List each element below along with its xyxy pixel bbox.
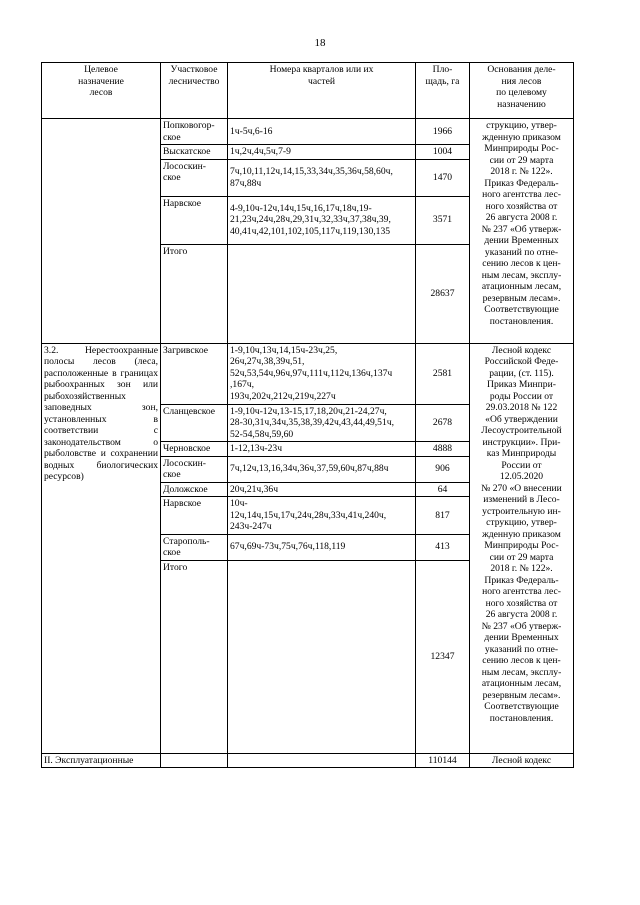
forestry-cell: Попковогор- ское <box>161 119 228 145</box>
header-quarters: Номера кварталов или их частей <box>228 63 416 119</box>
basis-cell: Лесной кодекс <box>470 753 574 768</box>
header-forestry: Участковое лесничество <box>161 63 228 119</box>
quarters-cell: 7ч,12ч,13,16,34ч,36ч,37,59,60ч,87ч,88ч <box>228 456 416 482</box>
quarters-cell: 1ч,2ч,4ч,5ч,7-9 <box>228 145 416 160</box>
table-row <box>42 119 574 145</box>
header-basis: Основания деле- ния лесов по целевому назначению <box>470 63 574 119</box>
basis-cell: струкцию, утвер- жденную приказом Минприроды Рос- сии от 29 марта 2018 г. № 122». Приказ Федераль- ного агентства лес- ного хозяйства от 26 августа 2008 г. № 237 «Об утверж- дении Временных указаний по отне- сению лесов к цен- ным лесам, эксплу- атационным лесам, резервным лесам». Соответствующие постановления. <box>470 119 574 344</box>
area-cell: 817 <box>416 497 470 535</box>
forestry-cell: Старополь- ское <box>161 534 228 560</box>
total-label: Итого <box>161 244 228 343</box>
area-cell: 110144 <box>416 753 470 768</box>
forestry-cell: Доложское <box>161 482 228 497</box>
forestry-cell: Выскатское <box>161 145 228 160</box>
quarters-cell: 1-9,10ч,13ч,14,15ч-23ч,25, 26ч,27ч,38,39ч,51, 52ч,53,54ч,96ч,97ч,111ч,112ч,136ч,137ч ,167ч, 193ч,202ч,212ч,219ч,227ч <box>228 343 416 404</box>
total-area: 28637 <box>416 244 470 343</box>
quarters-cell: 1-12,13ч-23ч <box>228 442 416 457</box>
quarters-cell: 10ч- 12ч,14ч,15ч,17ч,24ч,28ч,33ч,41ч,240ч, 243ч-247ч <box>228 497 416 535</box>
table-header-row <box>42 63 574 119</box>
area-cell: 2581 <box>416 343 470 404</box>
area-cell: 2678 <box>416 404 470 442</box>
quarters-cell: 1-9,10ч-12ч,13-15,17,18,20ч,21-24,27ч, 28-30,31ч,34ч,35,38,39,42ч,43,44,49,51ч, 52-54,58ч,59,60 <box>228 404 416 442</box>
area-cell: 1004 <box>416 145 470 160</box>
header-area: Пло- щадь, га <box>416 63 470 119</box>
quarters-cell: 4-9,10ч-12ч,14ч,15ч,16,17ч,18ч,19- 21,23ч,24ч,28ч,29,31ч,32,33ч,37,38ч,39, 40,41ч,42,101,102,105,117ч,119,130,135 <box>228 196 416 244</box>
area-cell: 906 <box>416 456 470 482</box>
forestry-cell-empty <box>161 753 228 768</box>
area-cell: 1966 <box>416 119 470 145</box>
forestry-cell: Черновское <box>161 442 228 457</box>
quarters-cell-empty <box>228 753 416 768</box>
area-cell: 1470 <box>416 159 470 196</box>
table-row <box>42 343 574 404</box>
area-cell: 413 <box>416 534 470 560</box>
page-number: 18 <box>314 37 326 49</box>
quarters-cell: 7ч,10,11,12ч,14,15,33,34ч,35,36ч,58,60ч, 87ч,88ч <box>228 159 416 196</box>
purpose-cell: II. Эксплуатационные <box>42 753 161 768</box>
header-purpose: Целевое назначение лесов <box>42 63 161 119</box>
quarters-cell: 1ч-5ч,6-16 <box>228 119 416 145</box>
total-area: 12347 <box>416 560 470 753</box>
area-cell: 64 <box>416 482 470 497</box>
purpose-cell-empty <box>42 119 161 344</box>
forestry-cell: Лососкин- ское <box>161 159 228 196</box>
basis-cell: Лесной кодекс Российской Феде- рации, (ст. 115). Приказ Минпри- роды России от 29.03.2018 № 122 «Об утверждении Лесоустроительной инструкции». При- каз Минприроды России от 12.05.2020 № 270 «О внесении изменений в Лесо- устроительную ин- струкцию, утвер- жденную приказом Минприроды Рос- сии от 29 марта 2018 г. № 122». Приказ Федераль- ного агентства лес- ного хозяйства от 26 августа 2008 г. № 237 «Об утверж- дении Временных указаний по отне- сению лесов к цен- ным лесам, эксплу- атационным лесам, резервным лесам». Соответствующие постановления. <box>470 343 574 753</box>
quarters-cell: 67ч,69ч-73ч,75ч,76ч,118,119 <box>228 534 416 560</box>
area-cell: 3571 <box>416 196 470 244</box>
forestry-cell: Лососкин- ское <box>161 456 228 482</box>
quarters-cell-empty <box>228 244 416 343</box>
forestry-cell: Нарвское <box>161 196 228 244</box>
forestry-cell: Загривское <box>161 343 228 404</box>
forestry-cell: Нарвское <box>161 497 228 535</box>
purpose-cell: 3.2. Нерестоохранные полосы лесов (леса, расположенные в границах рыбоохранных зон или рыбохозяйственных заповедных зон, установленных в соответствии с законодательством о рыболовстве и сохранении водных биологических ресурсов) <box>42 343 161 753</box>
quarters-cell: 20ч,21ч,36ч <box>228 482 416 497</box>
forest-purpose-table <box>41 62 574 768</box>
forestry-cell: Сланцевское <box>161 404 228 442</box>
area-cell: 4888 <box>416 442 470 457</box>
table-row <box>42 753 574 768</box>
quarters-cell-empty <box>228 560 416 753</box>
total-label: Итого <box>161 560 228 753</box>
